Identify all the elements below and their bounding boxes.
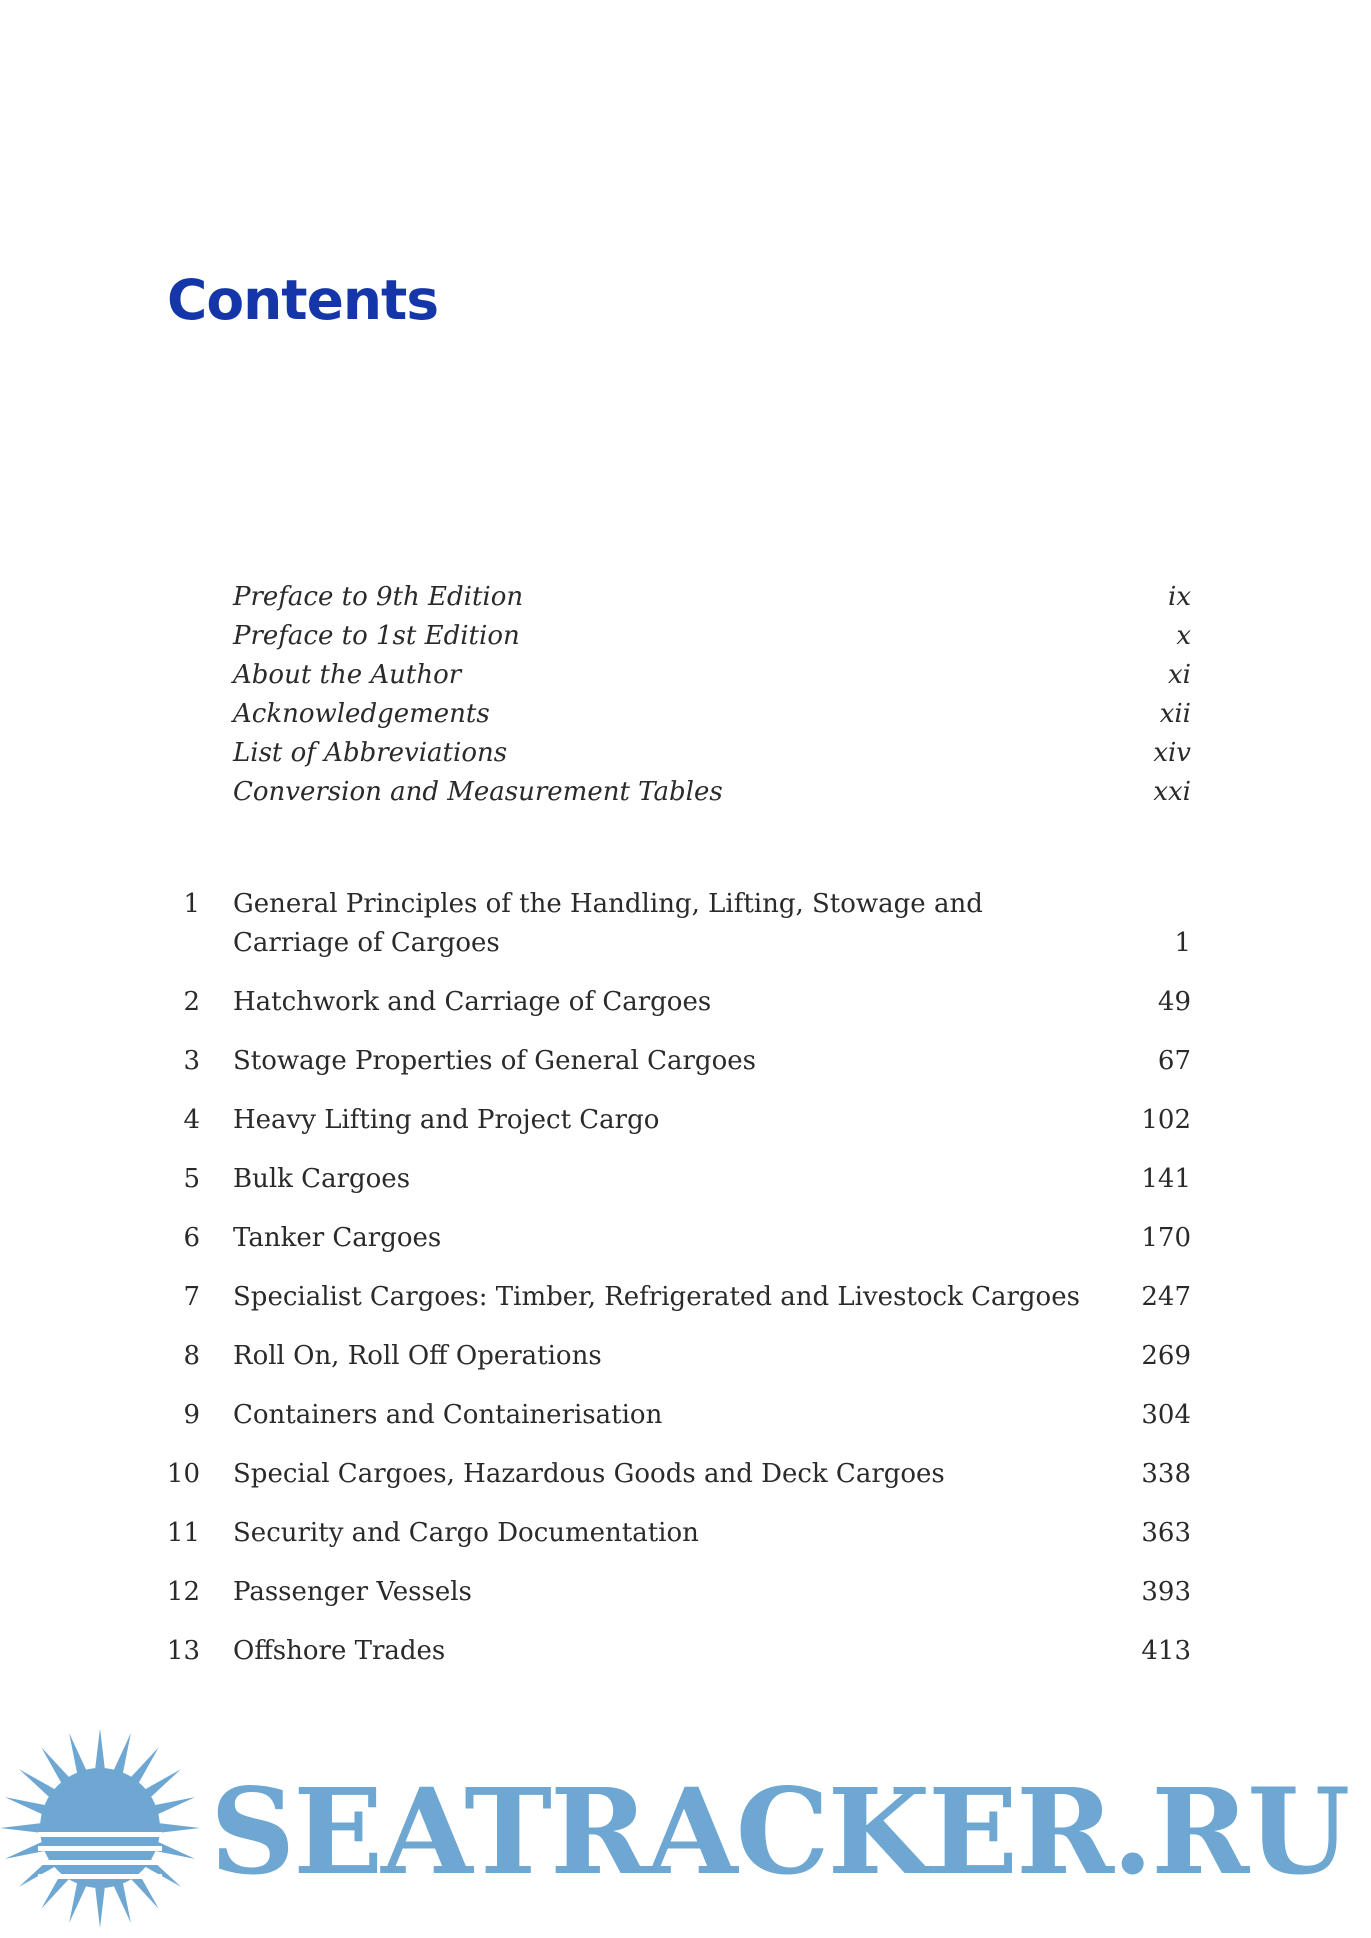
front-matter-title: Conversion and Measurement Tables [233,777,723,807]
water-stripe [38,1832,162,1837]
chapter-page: 170 [1141,1223,1191,1253]
chapter-number: 4 [183,1105,200,1135]
chapter-number: 12 [166,1577,200,1607]
chapter-title: Stowage Properties of General Cargoes [233,1046,756,1076]
chapter-item[interactable] [140,1514,1191,1553]
front-matter-page: ix [1168,582,1191,612]
chapter-number: 11 [166,1518,200,1548]
chapter-item[interactable] [140,1160,1191,1199]
chapter-item[interactable] [140,1101,1191,1140]
front-matter-item[interactable] [233,695,1191,734]
chapter-page: 247 [1141,1282,1191,1312]
front-matter-title: Preface to 9th Edition [233,582,524,612]
chapter-item[interactable] [140,1573,1191,1612]
chapter-item[interactable] [140,1042,1191,1081]
water-stripe [38,1874,162,1879]
chapter-page: 141 [1141,1164,1191,1194]
chapter-page: 1 [1174,928,1191,958]
chapter-number: 1 [183,889,200,919]
front-matter-title: Acknowledgements [233,699,490,729]
chapter-title: Heavy Lifting and Project Cargo [233,1105,660,1135]
chapter-page: 67 [1157,1046,1191,1076]
front-matter-item[interactable] [233,734,1191,773]
chapter-page: 363 [1141,1518,1191,1548]
front-matter-item[interactable] [233,773,1191,812]
page-title: Contents [167,268,439,332]
chapter-title: Offshore Trades [233,1636,446,1666]
chapter-title-line: Carriage of Cargoes [233,928,500,958]
chapter-page: 338 [1141,1459,1191,1489]
chapter-number: 9 [183,1400,200,1430]
chapter-page: 102 [1141,1105,1191,1135]
chapter-page: 413 [1141,1636,1191,1666]
chapter-page: 393 [1141,1577,1191,1607]
chapter-item[interactable] [140,983,1191,1022]
front-matter-page: xiv [1153,738,1191,768]
chapter-title: Roll On, Roll Off Operations [233,1341,602,1371]
front-matter-item[interactable] [233,578,1191,617]
chapter-number: 2 [183,987,200,1017]
chapter-title: Hatchwork and Carriage of Cargoes [233,987,712,1017]
chapter-title: Special Cargoes, Hazardous Goods and Deck Cargoes [233,1459,945,1489]
front-matter-item[interactable] [233,656,1191,695]
chapter-title: Tanker Cargoes [233,1223,442,1253]
chapter-item[interactable] [140,1455,1191,1494]
chapter-list [140,885,1191,1691]
front-matter-page: xxi [1153,777,1191,807]
chapter-title: Containers and Containerisation [233,1400,663,1430]
chapter-item[interactable] [140,1337,1191,1376]
chapter-number: 6 [183,1223,200,1253]
front-matter-title: Preface to 1st Edition [233,621,520,651]
chapter-title: Specialist Cargoes: Timber, Refrigerated and Livestock Cargoes [233,1282,1080,1312]
chapter-item[interactable] [140,1396,1191,1435]
chapter-title: Security and Cargo Documentation [233,1518,699,1548]
chapter-number: 7 [183,1282,200,1312]
front-matter-page: x [1176,621,1191,651]
front-matter-title: About the Author [233,660,462,690]
chapter-number: 10 [166,1459,200,1489]
chapter-item[interactable] [140,1219,1191,1258]
watermark-text: SEATRACKER.RU [210,1762,1349,1901]
front-matter-page: xi [1168,660,1191,690]
chapter-item[interactable] [140,885,1191,963]
chapter-title: Bulk Cargoes [233,1164,411,1194]
chapter-item[interactable] [140,1632,1191,1671]
chapter-page: 49 [1157,987,1191,1017]
chapter-item[interactable] [140,1278,1191,1317]
chapter-page: 304 [1141,1400,1191,1430]
chapter-number: 8 [183,1341,200,1371]
front-matter-item[interactable] [233,617,1191,656]
water-stripe [38,1846,162,1851]
front-matter-list [233,578,1191,812]
chapter-number: 5 [183,1164,200,1194]
chapter-title: Passenger Vessels [233,1577,472,1607]
water-stripe [38,1860,162,1865]
chapter-number: 13 [166,1636,200,1666]
chapter-number: 3 [183,1046,200,1076]
chapter-title [233,885,983,963]
chapter-title-line: General Principles of the Handling, Lifting, Stowage and [233,889,983,919]
front-matter-title: List of Abbreviations [233,738,508,768]
chapter-page: 269 [1141,1341,1191,1371]
front-matter-page: xii [1159,699,1191,729]
sun-disc [40,1768,160,1888]
